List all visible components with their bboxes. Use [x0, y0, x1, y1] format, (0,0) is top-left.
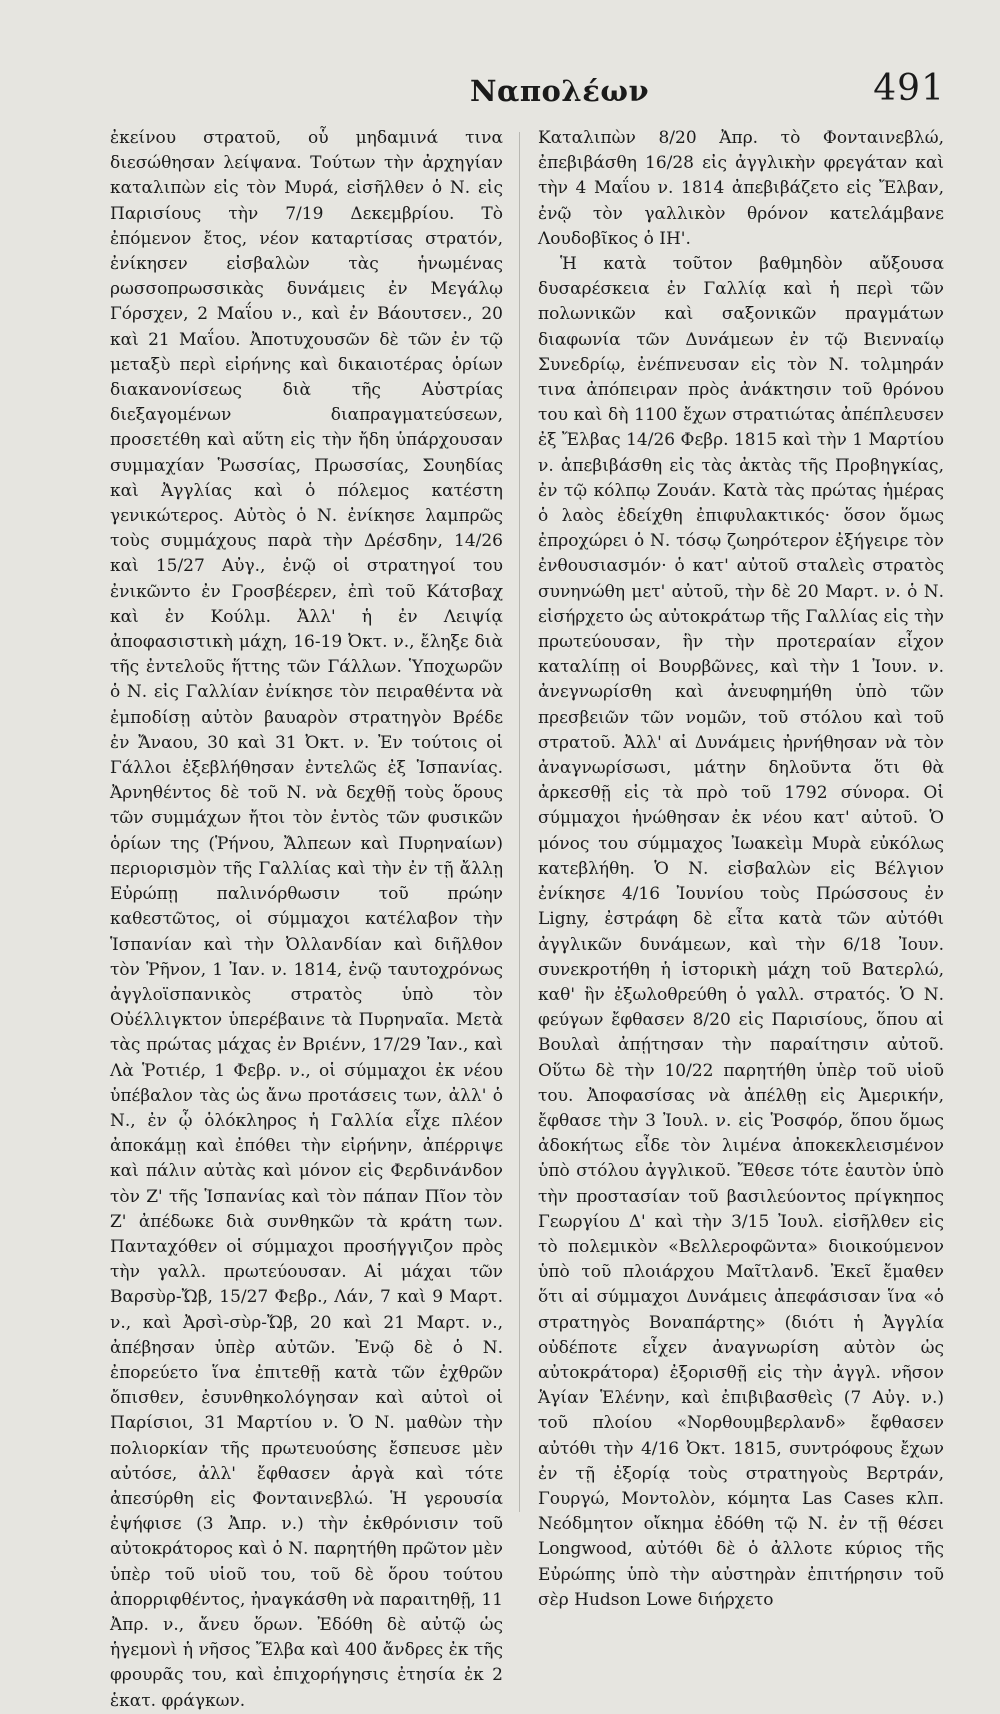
- column-divider: [519, 132, 520, 1512]
- page-number: 491: [873, 68, 945, 109]
- running-header: [0, 68, 1000, 128]
- paragraph: ἐκείνου στρατοῦ, οὗ μηδαμινά τινα διεσώθησαν λείψανα. Τούτων τὴν ἀρχηγίαν καταλιπὼν εἰς τὸν Μυρά, εἰσῆλθεν ὁ Ν. εἰς Παρισίους τὴν 7/19 Δεκεμβρίου. Τὸ ἐπόμενον ἔτος, νέον καταρτίσας στρατόν, ἐνίκησεν εἰσβαλὼν τὰς ἡνωμένας ρωσσοπρωσσικὰς δυνάμεις ἐν Μεγάλῳ Γόρσχεν, 2 Μαΐου ν., καὶ ἐν Βάουτσεν., 20 καὶ 21 Μαΐου. Ἀποτυχουσῶν δὲ τῶν ἐν τῷ μεταξὺ περὶ εἰρήνης καὶ δικαιοτέρας ὁρίων διακανονίσεως διὰ τῆς Αὐστρίας διεξαγομένων διαπραγματεύσεων, προσετέθη καὶ αὕτη εἰς τὴν ἤδη ὑπάρχουσαν συμμαχίαν Ῥωσσίας, Πρωσσίας, Σουηδίας καὶ Ἀγγλίας καὶ ὁ πόλεμος κατέστη γενικώτερος. Αὐτὸς ὁ Ν. ἐνίκησε λαμπρῶς τοὺς συμμάχους παρὰ τὴν Δρέσδην, 14/26 καὶ 15/27 Αὐγ., ἐνῷ οἱ στρατηγοί του ἐνικῶντο ἐν Γροσβέερεν, ἐπὶ τοῦ Κάτσβαχ καὶ ἐν Κούλμ. Ἀλλ' ἡ ἐν Λειψίᾳ ἀποφασιστικὴ μάχη, 16-19 Ὀκτ. ν., ἔληξε διὰ τῆς ἐντελοῦς ἥττης τῶν Γάλλων. Ὑποχωρῶν ὁ Ν. εἰς Γαλλίαν ἐνίκησε τὸν πειραθέντα νὰ ἐμποδίσῃ αὐτὸν βαυαρὸν στρατηγὸν Βρέδε ἐν Ἄναου, 30 καὶ 31 Ὀκτ. ν. Ἐν τούτοις οἱ Γάλλοι ἐξεβλήθησαν ἐντελῶς ἐξ Ἱσπανίας. Ἀρνηθέντος δὲ τοῦ Ν. νὰ δεχθῇ τοὺς ὅρους τῶν συμμάχων ἤτοι τὸν ἐντὸς τῶν φυσικῶν ὁρίων της (Ῥήνου, Ἄλπεων καὶ Πυρηναίων) περιορισμὸν τῆς Γαλλίας καὶ τὴν ἐν τῇ ἄλλῃ Εὐρώπῃ παλινόρθωσιν τοῦ πρώην καθεστῶτος, οἱ σύμμαχοι κατέλαβον τὴν Ἱσπανίαν καὶ τὴν Ὀλλανδίαν καὶ διῆλθον τὸν Ῥῆνον, 1 Ἰαν. ν. 1814, ἐνῷ ταυτοχρόνως ἀγγλοϊσπανικὸς στρατὸς ὑπὸ τὸν Οὐέλλιγκτον ὑπερέβαινε τὰ Πυρηναῖα. Μετὰ τὰς πρώτας μάχας ἐν Βριένν, 17/29 Ἰαν., καὶ Λὰ Ῥοτιέρ, 1 Φεβρ. ν., οἱ σύμμαχοι ἐκ νέου ὑπέβαλον τὰς ὡς ἄνω προτάσεις των, ἀλλ' ὁ Ν., ἐν ᾧ ὁλόκληρος ἡ Γαλλία εἶχε πλέον ἀποκάμῃ καὶ ἐπόθει τὴν εἰρήνην, ἀπέρριψε καὶ πάλιν αὐτὰς καὶ μόνον εἰς Φερδινάνδον τὸν Ζ' τῆς Ἱσπανίας καὶ τὸν πάπαν Πῖον τὸν Ζ' ἀπέδωκε διὰ συνθηκῶν τὰ κράτη των. Πανταχόθεν οἱ σύμμαχοι προσήγγιζον πρὸς τὴν γαλλ. πρωτεύουσαν. Αἱ μάχαι τῶν Βαρσὺρ-Ὤβ, 15/27 Φεβρ., Λάν, 7 καὶ 9 Μαρτ. ν., καὶ Ἀρσὶ-σὺρ-Ὤβ, 20 καὶ 21 Μαρτ. ν., ἀπέβησαν ὑπὲρ αὐτῶν. Ἐνῷ δὲ ὁ Ν. ἐπορεύετο ἵνα ἐπιτεθῇ κατὰ τῶν ἐχθρῶν ὄπισθεν, ἐσυνθηκολόγησαν καὶ αὐτοὶ οἱ Παρίσιοι, 31 Μαρτίου ν. Ὁ Ν. μαθὼν τὴν πολιορκίαν τῆς πρωτευούσης ἔσπευσε μὲν αὐτόσε, ἀλλ' ἔφθασεν ἀργὰ καὶ τότε ἀπεσύρθη εἰς Φονταινεβλώ. Ἡ γερουσία ἐψήφισε (3 Ἀπρ. ν.) τὴν ἐκθρόνισιν τοῦ αὐτοκράτορος καὶ ὁ Ν. παρητήθη πρῶτον μὲν ὑπὲρ τοῦ υἱοῦ του, τοῦ δὲ ὅρου τούτου ἀπορριφθέντος, ἠναγκάσθη νὰ παραιτηθῇ, 11 Ἀπρ. ν., ἄνευ ὅρων. Ἐδόθη δὲ αὐτῷ ὡς ἡγεμονὶ ἡ νῆσος Ἔλβα καὶ 400 ἄνδρες ἐκ τῆς φρουρᾶς του, καὶ ἐπιχορήγησις ἐτησία ἐκ 2 ἑκατ. φράγκων.: [110, 128, 504, 1711]
- running-title: Ναπολέων: [470, 74, 650, 108]
- paragraph: Ἡ κατὰ τοῦτον βαθμηδὸν αὔξουσα δυσαρέσκεια ἐν Γαλλίᾳ καὶ ἡ περὶ τῶν πολωνικῶν καὶ σαξονικῶν πραγμάτων διαφωνία τῶν Δυνάμεων ἐν τῷ Βιενναίῳ Συνεδρίῳ, ἐνέπνευσαν εἰς τὸν Ν. τολμηράν τινα ἀπόπειραν πρὸς ἀνάκτησιν τοῦ θρόνου του καὶ δὴ 1100 ἔχων στρατιώτας ἀπέπλευσεν ἐξ Ἔλβας 14/26 Φεβρ. 1815 καὶ τὴν 1 Μαρτίου ν. ἀπεβιβάσθη εἰς τὰς ἀκτὰς τῆς Προβηγκίας, ἐν τῷ κόλπῳ Ζουάν. Κατὰ τὰς πρώτας ἡμέρας ὁ λαὸς ἐδείχθη ἐπιφυλακτικός· ὅσον ὅμως ἐπροχώρει ὁ Ν. τόσῳ ζωηρότερον ἐξήγειρε τὸν ἐνθουσιασμόν· ὁ κατ' αὐτοῦ σταλεὶς στρατὸς συνηνώθη μετ' αὐτοῦ, τὴν δὲ 20 Μαρτ. ν. ὁ Ν. εἰσήρχετο ὡς αὐτοκράτωρ τῆς Γαλλίας εἰς τὴν πρωτεύουσαν, ἣν τὴν προτεραίαν εἶχον καταλίπῃ οἱ Βουρβῶνες, καὶ τὴν 1 Ἰουν. ν. ἀνεγνωρίσθη καὶ ἀνευφημήθη ὑπὸ τῶν πρεσβειῶν τῶν νομῶν, τοῦ στόλου καὶ τοῦ στρατοῦ. Ἀλλ' αἱ Δυνάμεις ἠρνήθησαν νὰ τὸν ἀναγνωρίσωσι, μάτην δηλοῦντα ὅτι θὰ ἀρκεσθῇ εἰς τὰ πρὸ τοῦ 1792 σύνορα. Οἱ σύμμαχοι ἡνώθησαν ἐκ νέου κατ' αὐτοῦ. Ὁ μόνος του σύμμαχος Ἰωακεὶμ Μυρὰ εὐκόλως κατεβλήθη. Ὁ Ν. εἰσβαλὼν εἰς Βέλγιον ἐνίκησε 4/16 Ἰουνίου τοὺς Πρώσσους ἐν Ligny, ἐστράφη δὲ εἶτα κατὰ τῶν αὐτόθι ἀγγλικῶν δυνάμεων, καὶ τὴν 6/18 Ἰουν. συνεκροτήθη ἡ ἱστορικὴ μάχη τοῦ Βατερλώ, καθ' ἣν ἐξωλοθρεύθη ὁ γαλλ. στρατός. Ὁ Ν. φεύγων ἔφθασεν 8/20 εἰς Παρισίους, ὅπου αἱ Βουλαὶ ἀπῄτησαν τὴν παραίτησιν αὐτοῦ. Οὕτω δὲ τὴν 10/22 παρητήθη ὑπὲρ τοῦ υἱοῦ του. Ἀποφασίσας νὰ ἀπέλθῃ εἰς Ἀμερικήν, ἔφθασε τὴν 3 Ἰουλ. ν. εἰς Ῥοσφόρ, ὅπου ὅμως ἀδοκήτως εἶδε τὸν λιμένα ἀποκεκλεισμένον ὑπὸ στόλου ἀγγλικοῦ. Ἔθεσε τότε ἑαυτὸν ὑπὸ τὴν προστασίαν τοῦ βασιλεύοντος πρίγκηπος Γεωργίου Δ' καὶ τὴν 3/15 Ἰουλ. εἰσῆλθεν εἰς τὸ πολεμικὸν «Βελλεροφῶντα» διοικούμενον ὑπὸ τοῦ πλοιάρχου Μαῖτλανδ. Ἐκεῖ ἔμαθεν ὅτι αἱ σύμμαχοι Δυνάμεις ἀπεφάσισαν ἵνα «ὁ στρατηγὸς Βοναπάρτης» (διότι ἡ Ἀγγλία οὐδέποτε εἶχεν ἀναγνωρίση αὐτὸν ὡς αὐτοκράτορα) ἐξορισθῇ εἰς τὴν ἀγγλ. νῆσον Ἁγίαν Ἑλένην, καὶ ἐπιβιβασθεὶς (7 Αὐγ. ν.) τοῦ πλοίου «Νορθουμβερλανδ» ἔφθασεν αὐτόθι τὴν 4/16 Ὀκτ. 1815, συντρόφους ἔχων ἐν τῇ ἐξορίᾳ τοὺς στρατηγοὺς Βερτράν, Γουργώ, Μοντολὸν, κόμητα Las Cases κλπ. Νεόδμητον οἴκημα ἐδόθη τῷ Ν. ἐν τῇ θέσει Longwood, αὐτόθι δὲ ὁ ἀλλοτε κύριος τῆς Εὐρώπης ὑπὸ τὴν αὐστηρὰν ἐπιτήρησιν τοῦ σὲρ Hudson Lowe διήρχετο: [538, 254, 944, 1610]
- right-column: [538, 126, 944, 1613]
- paragraph: Καταλιπὼν 8/20 Ἀπρ. τὸ Φονταινεβλώ, ἐπεβιβάσθη 16/28 εἰς ἀγγλικὴν φρεγάταν καὶ τὴν 4 Μαΐου ν. 1814 ἀπεβιβάζετο εἰς Ἔλβαν, ἐνῷ τὸν γαλλικὸν θρόνον κατελάμβανε Λουδοβῖκος ὁ ΙΗ'.: [538, 128, 944, 249]
- left-column: [110, 126, 503, 1714]
